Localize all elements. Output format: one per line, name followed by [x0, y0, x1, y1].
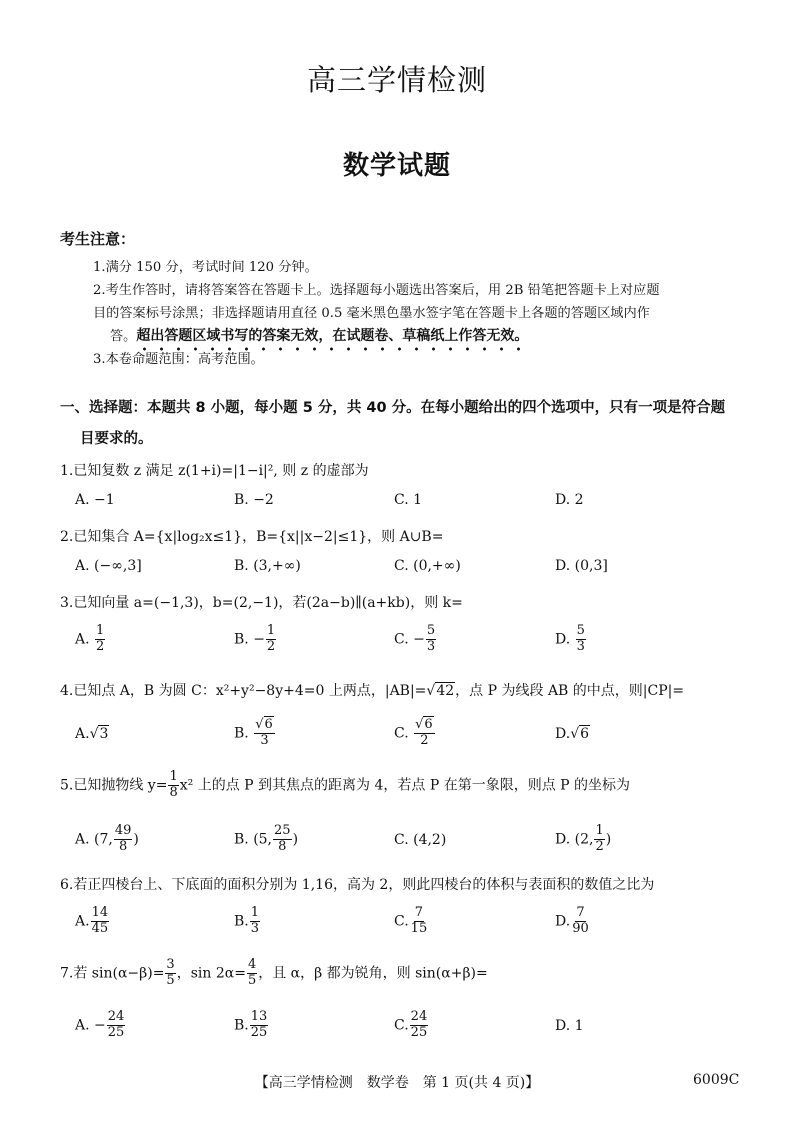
option-label: D. (2, [555, 831, 594, 848]
radical: √42 [426, 683, 455, 699]
option-label: C. [394, 725, 409, 742]
option-label: B. [234, 1017, 249, 1034]
question-5-option-b [234, 824, 298, 855]
denominator: 25 [107, 1024, 125, 1040]
numerator: 1 [96, 623, 105, 638]
fraction [165, 958, 175, 989]
question-4-stem [60, 680, 684, 700]
question-3-stem: 3.已知向量 a=(−1,3)，b=(2,−1)，若(2a−b)∥(a+kb)，则 k= [60, 595, 463, 611]
paper-code: 6009C [693, 1072, 740, 1088]
option-label: D. [555, 631, 571, 648]
exam-title: 高三学情检测 [306, 63, 487, 97]
question-4-option-b [234, 718, 276, 749]
fraction [266, 624, 276, 655]
question-2-option-b: B. (3,+∞) [234, 558, 301, 574]
fraction [594, 824, 604, 855]
fraction [410, 906, 429, 937]
numerator: 1 [250, 905, 260, 920]
option-label: A. [75, 726, 90, 742]
numerator: 1 [266, 623, 276, 638]
denominator: 45 [91, 920, 109, 936]
notice-item-2-line-3-start: 答。 [110, 329, 137, 344]
option-close: ) [605, 831, 612, 848]
question-6-stem: 6.若正四棱台上、下底面的面积分别为 1,16，高为 2，则此四棱台的体积与表面积的数值之比为 [60, 877, 655, 893]
section-heading-line-2: 目要求的。 [80, 431, 153, 447]
question-4-option-a [75, 726, 109, 742]
option-label: C. [394, 913, 409, 930]
numerator: 5 [426, 623, 436, 638]
section-heading-line-1: 一、选择题：本题共 8 小题，每小题 5 分，共 40 分。在每小题给出的四个选项中，只有一项是符合题 [60, 400, 726, 416]
denominator: 8 [169, 784, 178, 800]
denominator: 2 [420, 732, 429, 748]
notice-item-1: 1.满分 150 分，考试时间 120 分钟。 [93, 260, 318, 275]
numerator: 13 [250, 1009, 268, 1024]
option-label: A. [75, 913, 90, 930]
numerator: 3 [166, 957, 175, 972]
question-5-option-d [555, 824, 611, 855]
notice-item-2-line-2: 目的答案标号涂黑；非选择题请用直径 0.5 毫米黑色墨水签字笔在答题卡上各题的答题区域内作 [93, 306, 650, 321]
question-7-option-b [234, 1010, 269, 1041]
numerator: 4 [247, 957, 257, 972]
notice-emphasis: 超出答题区域书写的答案无效，在试题卷、草稿纸上作答无效。 [136, 328, 529, 344]
notice-item-2-line-3 [110, 325, 528, 345]
radicand: 6 [580, 726, 590, 742]
denominator: 3 [260, 732, 269, 748]
option-label: A. [75, 631, 90, 648]
radicand: 42 [436, 683, 455, 699]
question-6-option-a [75, 906, 110, 937]
question-2-option-a: A. (−∞,3] [75, 558, 142, 574]
question-3-option-c [394, 624, 437, 655]
option-label: A. (7, [75, 831, 113, 848]
option-label: B. − [234, 631, 265, 648]
denominator: 2 [595, 838, 604, 854]
fraction [95, 624, 105, 655]
option-label: B. (5, [234, 831, 273, 848]
question-3-option-d [555, 624, 587, 655]
question-1-option-d: D. 2 [555, 492, 584, 508]
numerator: 24 [107, 1009, 125, 1024]
numerator: 1 [595, 823, 604, 838]
radical: √3 [89, 726, 109, 742]
denominator: 2 [96, 638, 105, 654]
question-4-stem-end: ，点 P 为线段 AB 的中点，则|CP|= [455, 683, 685, 699]
question-4-option-c [394, 718, 436, 749]
notice-item-2-line-1: 2.考生作答时，请将答案答在答题卡上。选择题每小题选出答案后，用 2B 铅笔把答题卡上对应题 [93, 283, 660, 298]
fraction [426, 624, 436, 655]
question-4-option-d [555, 726, 590, 742]
question-1-option-c: C. 1 [394, 492, 423, 508]
fraction [273, 824, 292, 855]
radicand: 3 [99, 726, 109, 742]
fraction [247, 958, 257, 989]
denominator: 25 [250, 1024, 268, 1040]
question-6-option-c [394, 906, 429, 937]
denominator: 90 [572, 920, 589, 936]
option-close: ) [133, 831, 139, 848]
question-5-option-c: C. (4,2) [394, 832, 447, 848]
question-3-option-a [75, 624, 106, 655]
question-1-option-a: A. −1 [75, 492, 115, 508]
question-5-stem-end: x² 上的点 P 到其焦点的距离为 4，若点 P 在第一象限，则点 P 的坐标为 [179, 777, 631, 794]
radical: √6 [570, 726, 590, 742]
fraction [107, 1010, 126, 1041]
fraction [414, 718, 435, 749]
question-7-stem [60, 958, 488, 989]
question-6-option-d [555, 906, 591, 937]
fraction [114, 824, 133, 855]
denominator: 8 [278, 838, 287, 854]
numerator: 14 [91, 905, 109, 920]
question-2-stem: 2.已知集合 A={x|log₂x≤1}，B={x||x−2|≤1}，则 A∪B= [60, 529, 444, 545]
numerator: 25 [274, 823, 291, 838]
question-1-stem: 1.已知复数 z 满足 z(1+i)=|1−i|², 则 z 的虚部为 [60, 463, 369, 479]
question-7-stem-end: ，且 α，β 都为锐角，则 sin(α+β)= [258, 965, 488, 982]
question-6-option-b [234, 906, 261, 937]
page-footer: 【高三学情检测 数学卷 第 1 页(共 4 页)】 [254, 1075, 540, 1091]
denominator: 15 [410, 920, 428, 936]
numerator: 1 [169, 769, 178, 784]
question-4-stem-start: 4.已知点 A，B 为圆 C：x²+y²−8y+4=0 上两点，|AB|= [60, 683, 427, 699]
denominator: 3 [250, 920, 260, 936]
option-label: A. − [75, 1017, 106, 1034]
option-label: C. − [394, 631, 425, 648]
fraction [410, 1010, 429, 1041]
denominator: 5 [166, 972, 175, 988]
notice-heading: 考生注意： [60, 230, 136, 248]
numerator: √6 [255, 717, 273, 732]
subject-title: 数学试题 [342, 151, 451, 181]
question-1-option-b: B. −2 [234, 492, 274, 508]
fraction [168, 770, 178, 801]
option-label: D. [555, 913, 571, 930]
question-5-stem-start: 5.已知抛物线 y= [60, 777, 168, 794]
denominator: 8 [118, 838, 128, 854]
question-2-option-c: C. (0,+∞) [394, 558, 461, 574]
numerator: 7 [414, 905, 424, 920]
fraction [576, 624, 586, 655]
radicand: 6 [264, 717, 273, 732]
numerator: 5 [576, 623, 585, 638]
option-label: B. [234, 725, 249, 742]
fraction [91, 906, 110, 937]
denominator: 5 [247, 972, 257, 988]
fraction [250, 1010, 269, 1041]
question-7-option-c [394, 1010, 429, 1041]
denominator: 3 [576, 638, 585, 654]
denominator: 3 [426, 638, 436, 654]
question-3-option-b [234, 624, 277, 655]
option-label: D. [555, 726, 571, 742]
option-label: B. [234, 913, 249, 930]
question-7-option-a [75, 1010, 126, 1041]
question-7-stem-start: 7.若 sin(α−β)= [60, 965, 165, 982]
denominator: 2 [266, 638, 276, 654]
denominator: 25 [410, 1024, 428, 1040]
numerator: 49 [114, 823, 132, 838]
question-5-stem [60, 770, 630, 801]
fraction [254, 718, 275, 749]
notice-item-3: 3.本卷命题范围：高考范围。 [93, 352, 264, 367]
fraction [250, 906, 260, 937]
question-7-stem-mid: ，sin 2α= [176, 965, 246, 982]
question-2-option-d: D. (0,3] [555, 558, 608, 574]
option-close: ) [292, 831, 299, 848]
numerator: 24 [410, 1009, 428, 1024]
option-label: C. [394, 1017, 409, 1034]
numerator: √6 [415, 717, 433, 732]
question-7-option-d: D. 1 [555, 1018, 584, 1034]
question-5-option-a [75, 824, 139, 855]
radicand: 6 [424, 717, 433, 732]
numerator: 7 [576, 905, 585, 920]
fraction [571, 906, 590, 937]
